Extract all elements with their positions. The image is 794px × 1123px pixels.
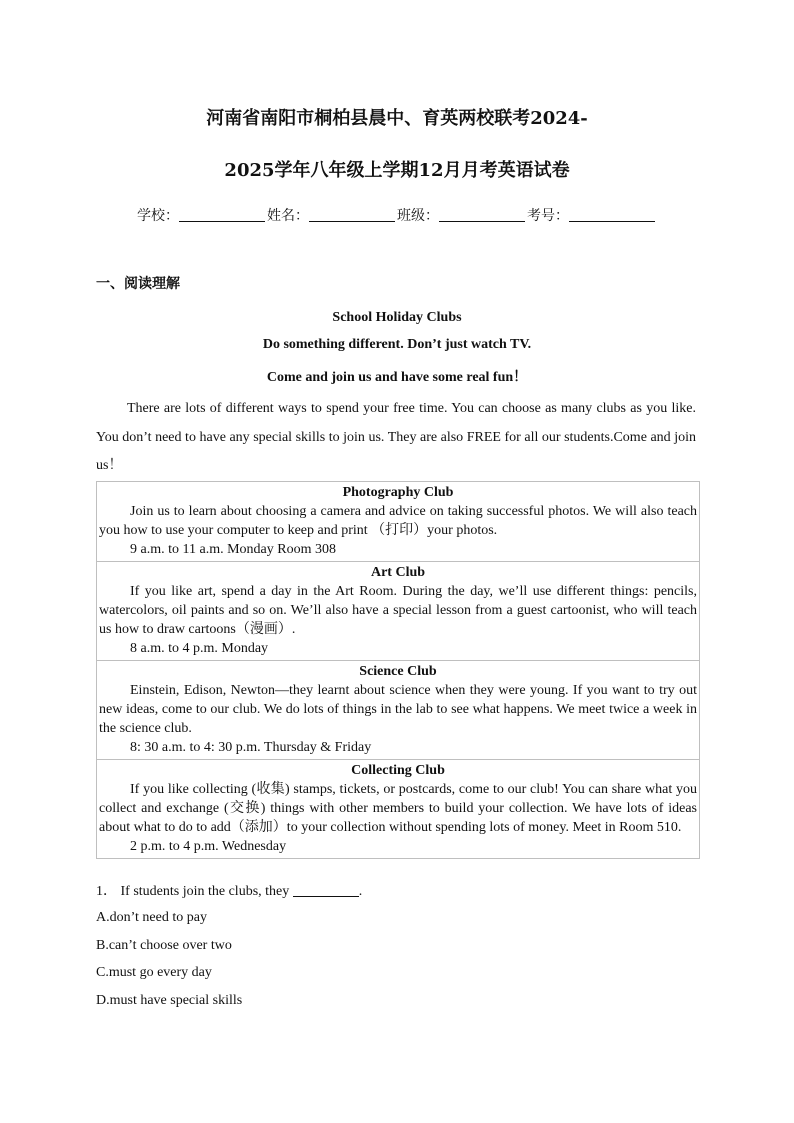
exam-number-blank[interactable] bbox=[569, 207, 655, 222]
class-blank[interactable] bbox=[439, 207, 525, 222]
option-b[interactable]: B.can’t choose over two bbox=[96, 938, 232, 953]
clubs-table bbox=[96, 481, 700, 859]
club-time: 8 a.m. to 4 p.m. Monday bbox=[130, 641, 269, 656]
question-number: 1． bbox=[96, 884, 117, 899]
school-blank[interactable] bbox=[179, 207, 265, 222]
question-stem: If students join the clubs, they bbox=[120, 884, 290, 899]
club-description: If you like collecting (收集) stamps, tickets, or postcards, come to our club! You can share what you collect and exchange (交换) things with other members to build your collection. We have lots of ideas about what to do to add（添加）to your collection without spending lots of money. Meet in Room 510. bbox=[99, 782, 697, 835]
club-name: Science Club bbox=[359, 664, 437, 679]
option-c[interactable]: C.must go every day bbox=[96, 965, 212, 980]
club-name: Art Club bbox=[370, 565, 426, 580]
club-time: 8: 30 a.m. to 4: 30 p.m. Thursday & Friday bbox=[130, 740, 372, 755]
club-description: If you like art, spend a day in the Art Room. During the day, we’ll use different things: pencils, watercolors, oil paints and so on. We’ll also have a special lesson from a guest cartoonist, who will teach us how to draw cartoons（漫画）. bbox=[99, 584, 697, 637]
answer-blank[interactable] bbox=[293, 882, 359, 897]
school-label: 学校： bbox=[137, 208, 179, 224]
club-cell-photography bbox=[97, 482, 700, 562]
section-heading: 一、阅读理解 bbox=[96, 276, 180, 292]
table-row bbox=[97, 661, 700, 760]
passage-subheading-1: Do something different. Don’t just watch TV. bbox=[262, 337, 532, 352]
student-info-line bbox=[96, 205, 698, 225]
option-d[interactable]: D.must have special skills bbox=[96, 993, 243, 1008]
exam-title-line-1: 河南省南阳市桐柏县晨中、育英两校联考2024- bbox=[206, 108, 588, 129]
club-name: Photography Club bbox=[342, 485, 454, 500]
club-cell-art bbox=[97, 562, 700, 661]
exam-title-line-2: 2025学年八年级上学期12月月考英语试卷 bbox=[224, 160, 570, 181]
name-blank[interactable] bbox=[309, 207, 395, 222]
table-row bbox=[97, 760, 700, 859]
club-name: Collecting Club bbox=[351, 763, 445, 778]
passage-subheading-2: Come and join us and have some real fun！ bbox=[266, 370, 528, 385]
club-cell-science bbox=[97, 661, 700, 760]
question-1 bbox=[96, 880, 362, 900]
club-cell-collecting bbox=[97, 760, 700, 859]
passage-heading: School Holiday Clubs bbox=[332, 310, 462, 325]
club-time: 9 a.m. to 11 a.m. Monday Room 308 bbox=[130, 542, 336, 557]
question-stem-end: . bbox=[358, 884, 363, 899]
exam-number-label: 考号： bbox=[527, 208, 569, 224]
name-label: 姓名： bbox=[267, 208, 309, 224]
class-label: 班级： bbox=[397, 208, 439, 224]
table-row bbox=[97, 482, 700, 562]
table-row bbox=[97, 562, 700, 661]
option-a[interactable]: A.don’t need to pay bbox=[96, 910, 207, 925]
passage-intro: There are lots of different ways to spend your free time. You can choose as many clubs as you like. You don’t need to have any special skills to join us. They are also FREE for all our students.Come and join us！ bbox=[96, 401, 696, 473]
club-time: 2 p.m. to 4 p.m. Wednesday bbox=[130, 839, 287, 854]
club-description: Einstein, Edison, Newton—they learnt about science when they were young. If you want to try out new ideas, come to our club. We do lots of things in the lab to see what happens. We meet twice a week in the science club. bbox=[99, 683, 697, 736]
club-description: Join us to learn about choosing a camera and advice on taking successful photos. We will also teach you how to use your computer to keep and print （打印）your photos. bbox=[99, 504, 697, 538]
